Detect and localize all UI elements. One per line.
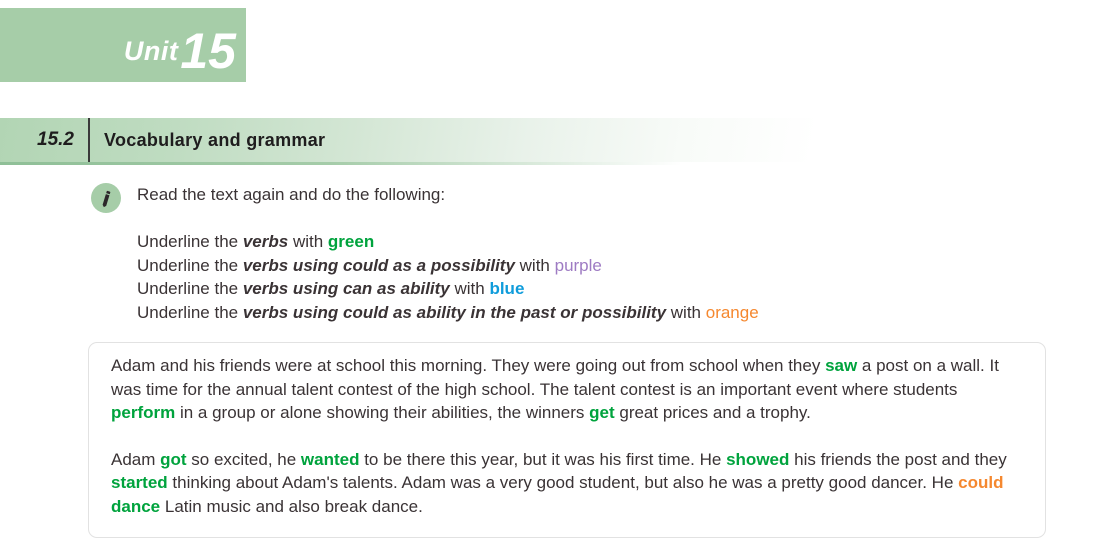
instruction-item-blue: Underline the verbs using can as ability with blue (137, 279, 525, 298)
section-title: Vocabulary and grammar (104, 129, 326, 150)
unit-banner (0, 8, 246, 82)
instruction-item-purple: Underline the verbs using could as a possibility with purple (137, 255, 602, 275)
passage-paragraph-1: Adam and his friends were at school this morning. They were going out from school when they saw a post on a wall. It was time for the annual talent contest of the high school. The talent contest is an important event where students perform in a group or alone showing their abilities, the winners get great prices and a trophy. (111, 356, 999, 422)
unit-number: 15 (180, 23, 236, 79)
instruction-item-orange: Underline the verbs using could as ability in the past or possibility with orange (137, 302, 759, 322)
pencil-icon (91, 183, 121, 213)
unit-label: Unit (123, 36, 179, 66)
instructions-intro: Read the text again and do the following: (137, 185, 446, 204)
passage-paragraph-2: Adam got so excited, he wanted to be there this year, but it was his first time. He showed his friends the post and they started thinking about Adam's talents. Adam was a very good student, but also he was a pretty good dancer. He could dance Latin music and also break dance. (111, 449, 1007, 516)
passage-box (88, 342, 1046, 538)
instruction-item-green: Underline the verbs with green (137, 232, 375, 251)
section-number: 15.2 (37, 129, 74, 150)
section-divider (88, 118, 90, 162)
section-header-bar (0, 118, 1100, 162)
instructions-list (137, 230, 759, 324)
